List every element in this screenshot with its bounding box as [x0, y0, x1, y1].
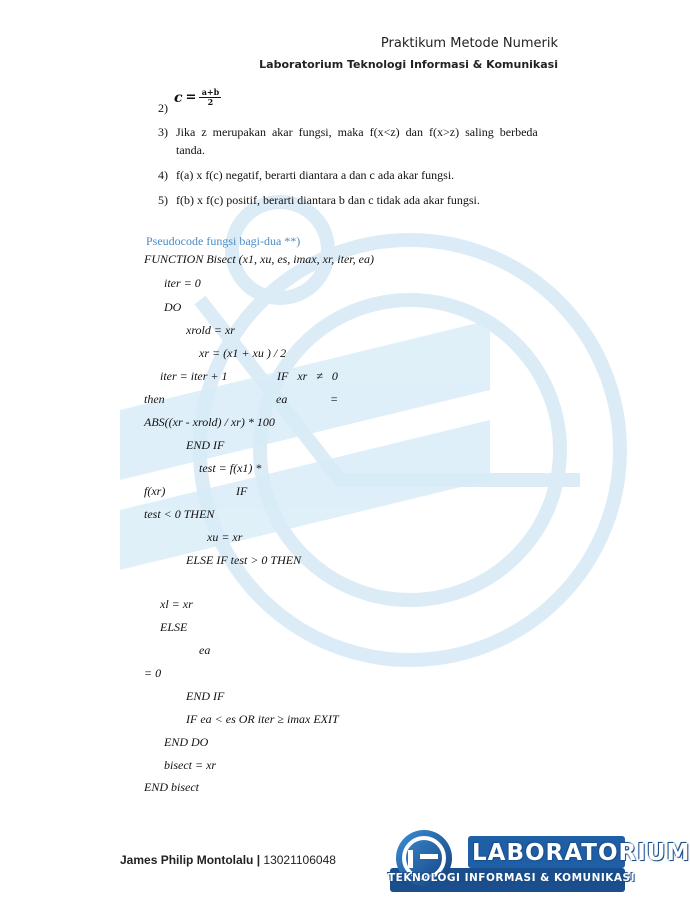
header-subtitle: Laboratorium Teknologi Informasi & Komunikasi: [259, 58, 558, 71]
author-id: 13021106048: [263, 853, 336, 867]
list-item-5-text: f(b) x f(c) positif, berarti diantara b dan c tidak ada akar fungsi.: [176, 193, 480, 207]
list-number-2: 2): [158, 101, 168, 115]
author-separator: |: [256, 853, 261, 867]
code-line: ABS((xr - xrold) / xr) * 100: [144, 415, 275, 429]
code-line: END DO: [164, 735, 209, 749]
formula-denominator: 2: [207, 97, 214, 107]
code-line: xrold = xr: [186, 323, 235, 337]
code-line: END IF: [186, 438, 225, 452]
code-line: test = f(x1) *: [199, 461, 262, 475]
header-title: Praktikum Metode Numerik: [380, 36, 558, 51]
code-line: iter = 0: [164, 276, 201, 290]
list-item-3-line1: Jika z merupakan akar fungsi, maka f(x<z) dan f(x>z) saling berbeda: [176, 125, 538, 139]
logo-word: LABORATORIUM: [472, 840, 690, 866]
formula-lhs: c: [174, 89, 183, 106]
formula-numerator: a+b: [201, 87, 220, 97]
code-line: ELSE: [160, 620, 188, 634]
midpoint-formula: [174, 88, 221, 107]
code-line: xl = xr: [160, 597, 193, 611]
list-item-4-text: f(a) x f(c) negatif, berarti diantara a dan c ada akar fungsi.: [176, 168, 455, 182]
code-line: IF ea < es OR iter ≥ imax EXIT: [186, 712, 339, 726]
formula-equals: =: [185, 90, 197, 105]
logo-subtitle: TEKNOLOGI INFORMASI & KOMUNIKASI: [388, 872, 635, 884]
author-name: James Philip Montolalu: [120, 853, 254, 867]
list-number-5: 5): [158, 193, 168, 207]
code-line: bisect = xr: [164, 758, 217, 772]
code-line: END IF: [186, 689, 225, 703]
pseudocode-title: Pseudocode fungsi bagi-dua **): [146, 234, 301, 248]
code-line: xu = xr: [207, 530, 243, 544]
formula-fraction: [199, 88, 221, 107]
code-line: iter = iter + 1: [160, 369, 228, 383]
code-line: FUNCTION Bisect (x1, xu, es, imax, xr, iter, ea): [144, 252, 374, 266]
code-line: test < 0 THEN: [144, 507, 215, 521]
code-line: IF xr ≠ 0: [277, 369, 338, 383]
code-line: then: [144, 392, 165, 406]
code-line: ea: [276, 392, 288, 406]
code-line: xr = (x1 + xu ) / 2: [199, 346, 287, 360]
list-item-3-line2: tanda.: [176, 143, 205, 157]
list-number-3: 3): [158, 125, 168, 139]
code-line: IF: [236, 484, 248, 498]
code-line: END bisect: [144, 780, 199, 794]
code-line: = 0: [144, 666, 162, 680]
code-line: f(xr): [144, 484, 166, 498]
code-line: =: [330, 392, 339, 406]
list-number-4: 4): [158, 168, 168, 182]
code-line: DO: [164, 300, 182, 314]
footer-author: [120, 853, 336, 867]
code-line: ea: [199, 643, 211, 657]
code-line: ELSE IF test > 0 THEN: [186, 553, 302, 567]
